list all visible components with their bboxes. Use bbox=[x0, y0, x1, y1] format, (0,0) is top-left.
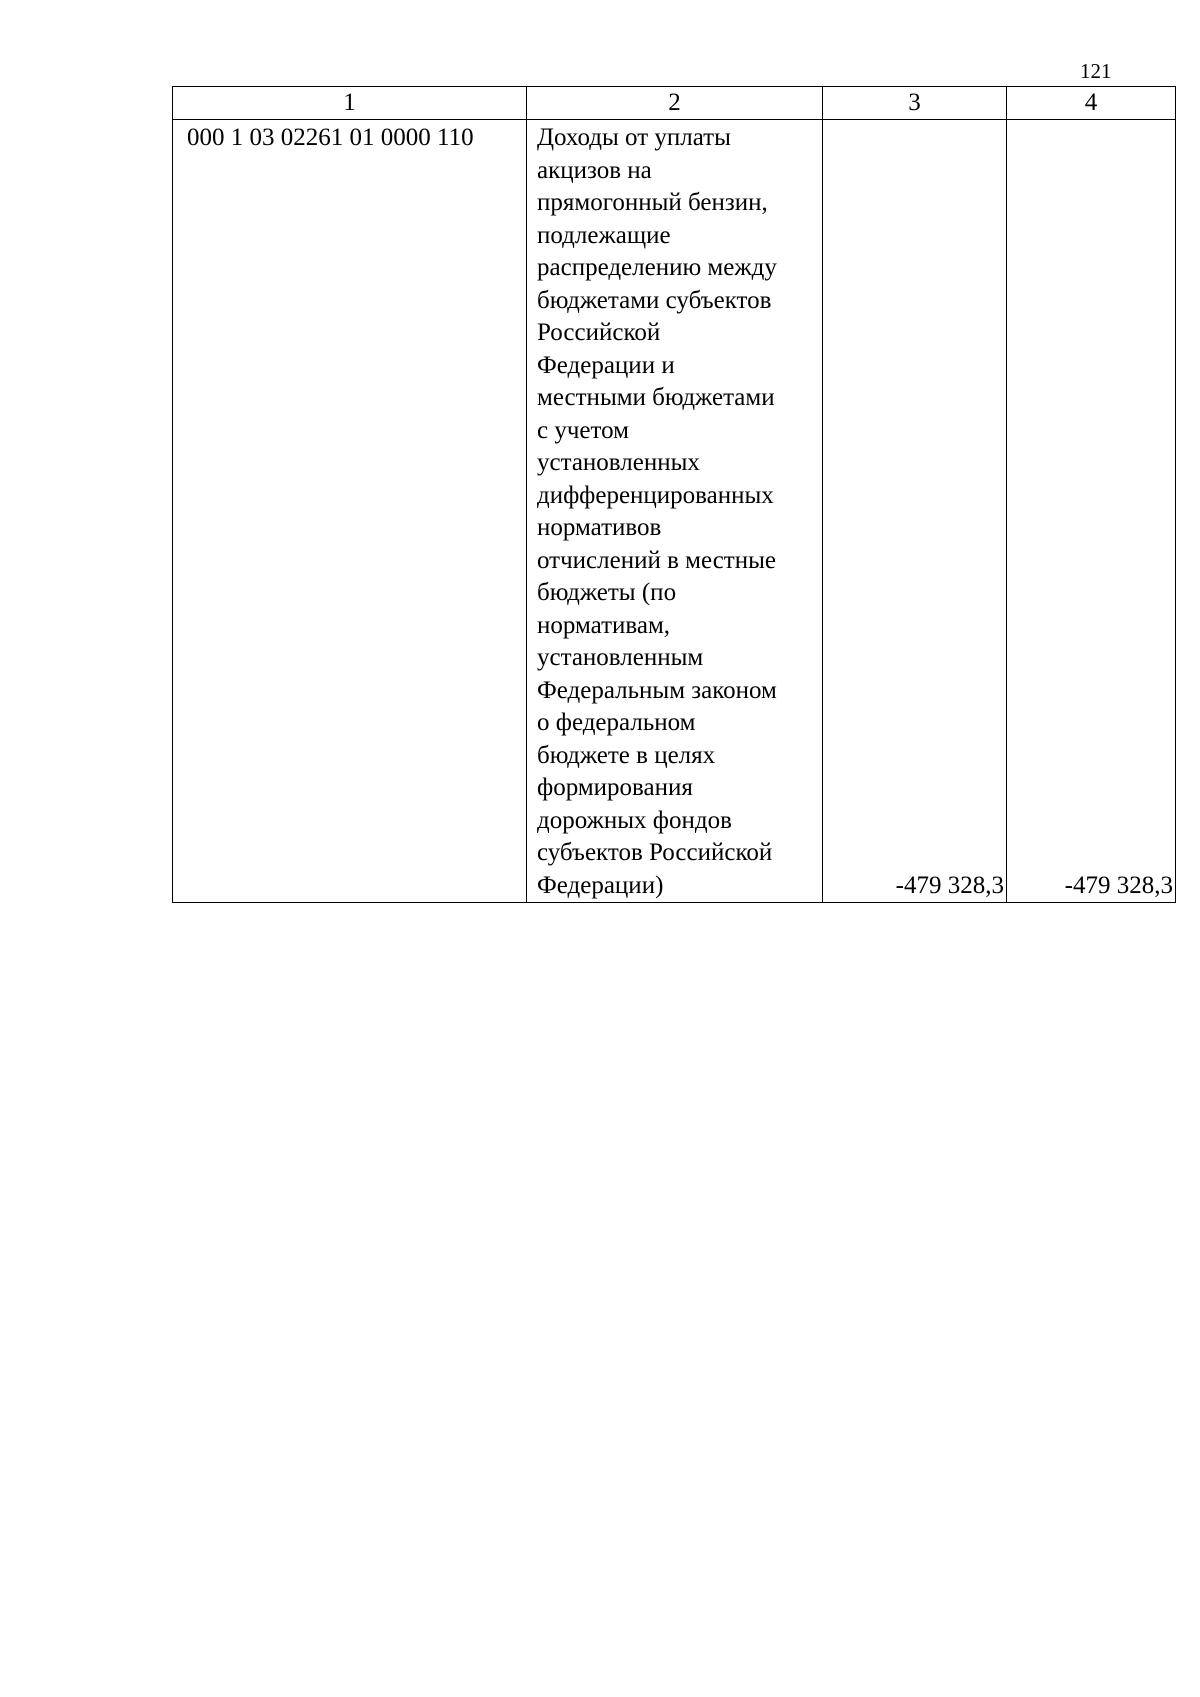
column-header-3: 3 bbox=[823, 87, 1007, 120]
budget-code-cell: 000 1 03 02261 01 0000 110 bbox=[173, 120, 527, 903]
revenue-name-line: бюджеты (по bbox=[537, 579, 677, 606]
revenue-name-line: установленных bbox=[537, 449, 700, 476]
revenue-name-line: нормативам, bbox=[537, 611, 671, 639]
revenue-name-line: о федеральном bbox=[537, 709, 696, 736]
column-header-4: 4 bbox=[1007, 87, 1176, 120]
revenue-name-line: дорожных фондов bbox=[537, 806, 732, 834]
revenue-name-line: местными бюджетами bbox=[537, 384, 775, 411]
amount-cell-col4: -479 328,3 bbox=[1007, 120, 1176, 903]
revenue-name-line: прямогонный бензин, bbox=[537, 189, 768, 216]
revenue-name-line: распределению между bbox=[537, 254, 777, 281]
revenue-name-line: с учетом bbox=[537, 416, 629, 444]
revenue-name-line: бюджетами субъектов bbox=[537, 286, 772, 314]
revenue-table bbox=[172, 86, 1176, 903]
column-header-1: 1 bbox=[173, 87, 527, 120]
revenue-name-line: дифференцированных bbox=[537, 481, 774, 509]
revenue-name-line: Федерации) bbox=[537, 871, 664, 899]
revenue-name-line: Федеральным законом bbox=[537, 676, 777, 704]
column-header-2: 2 bbox=[527, 87, 823, 120]
revenue-name-line: Доходы от уплаты bbox=[537, 124, 731, 151]
revenue-name-line: акцизов на bbox=[537, 156, 652, 184]
revenue-name-line: бюджете в целях bbox=[537, 741, 716, 769]
revenue-name-line: Российской bbox=[537, 319, 661, 346]
revenue-name-line: формирования bbox=[537, 774, 693, 801]
revenue-name-cell bbox=[527, 120, 823, 903]
revenue-name-line: подлежащие bbox=[537, 221, 671, 249]
amount-cell-col3: -479 328,3 bbox=[823, 120, 1007, 903]
table-header-row bbox=[173, 87, 1176, 120]
revenue-name-line: нормативов bbox=[537, 514, 662, 541]
page-number: 121 bbox=[1080, 59, 1112, 83]
revenue-name-line: отчислений в местные bbox=[537, 546, 776, 574]
revenue-name-line: установленным bbox=[537, 644, 704, 671]
table-row bbox=[173, 120, 1176, 903]
revenue-name-line: субъектов Российской bbox=[537, 839, 773, 866]
revenue-name-line: Федерации и bbox=[537, 351, 675, 379]
